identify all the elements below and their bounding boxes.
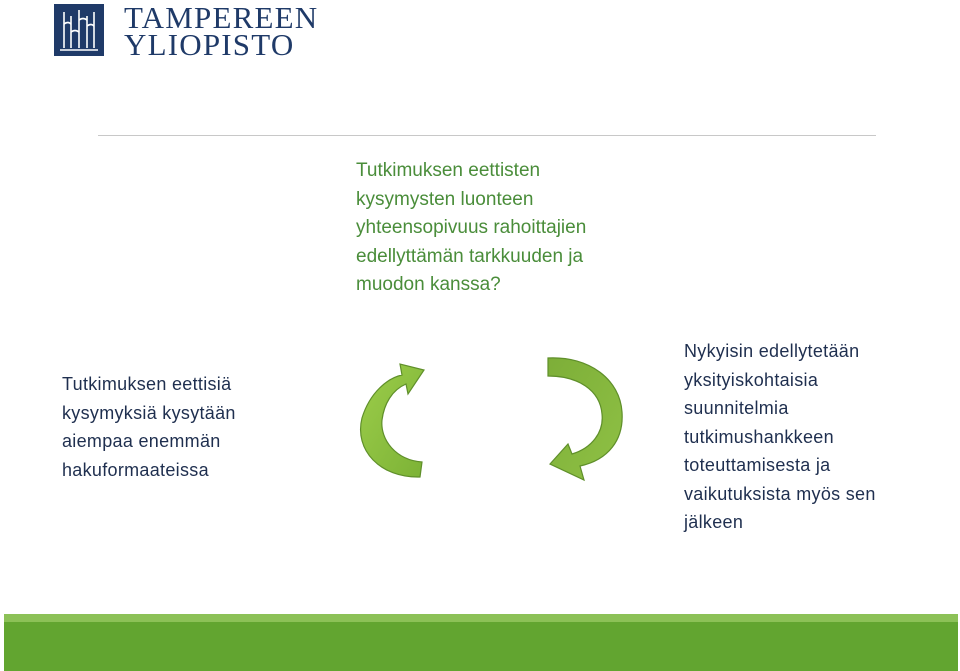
- university-logo: [54, 0, 319, 62]
- footer-accent-line: [4, 614, 958, 622]
- question-text: Tutkimuksen eettisten kysymysten luonteen yhteensopivuus rahoittajien edellyttämän tarkkuuden ja muodon kanssa?: [356, 160, 587, 295]
- cycle-arrows: [340, 340, 640, 500]
- left-cycle-arrow-icon: [361, 364, 424, 477]
- logo-emblem-icon: [54, 4, 104, 56]
- right-statement: Nykyisin edellytetään yksityiskohtaisia suunnitelmia tutkimushankkeen toteuttamisesta ja vaikutuksista myös sen jälkeen: [684, 341, 876, 532]
- header-divider: [98, 135, 876, 136]
- logo-line-2: YLIOPISTO: [124, 27, 295, 62]
- right-cycle-arrow-icon: [548, 358, 622, 480]
- logo-line-1: TAMPEREEN: [124, 0, 319, 35]
- logo-wordmark: [124, 0, 319, 62]
- left-statement: Tutkimuksen eettisiä kysymyksiä kysytään aiempaa enemmän hakuformaateissa: [62, 374, 236, 480]
- footer-bar: [4, 622, 958, 671]
